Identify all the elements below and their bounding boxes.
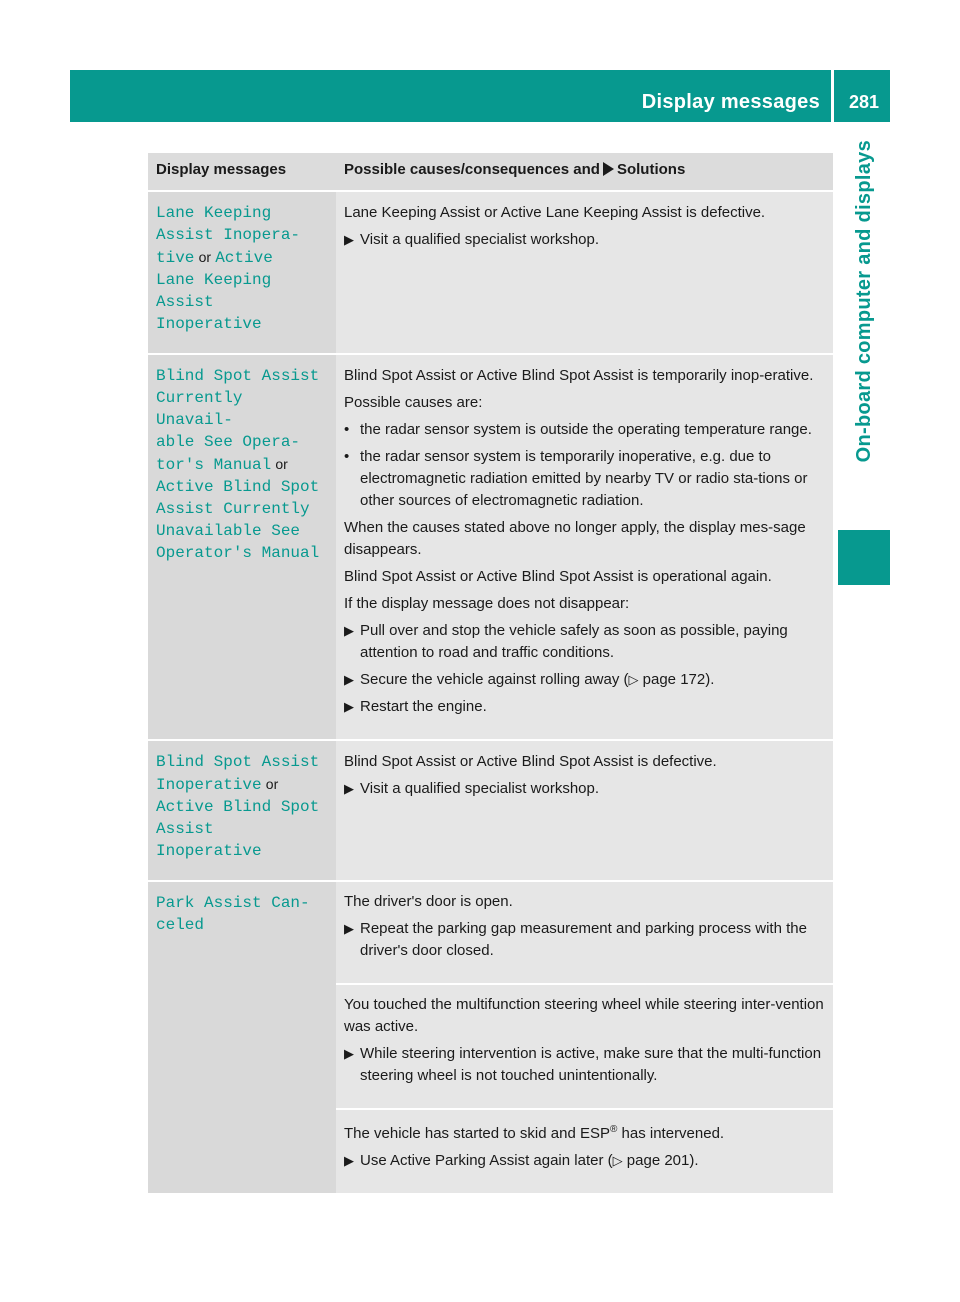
action-item: [344, 229, 825, 251]
cause-text: [344, 1119, 825, 1145]
arrow-right-icon: ▶: [344, 1046, 354, 1061]
message-text: able See Opera‐: [156, 433, 301, 451]
bullet-icon: •: [344, 421, 350, 438]
message-text: tor's Manual: [156, 456, 272, 474]
cause-text: The driver's door is open.: [344, 893, 513, 910]
bullet-item: [344, 446, 825, 512]
message-text: Currently Unavail‐: [156, 389, 243, 429]
action-text: While steering intervention is active, make sure that the multi‐function steering wheel is not touched unintentionally.: [360, 1045, 822, 1084]
page-reference-link[interactable]: page 201).: [626, 1152, 699, 1169]
action-item: [344, 669, 825, 691]
bullet-item: [344, 419, 825, 441]
solution-cell: [336, 191, 833, 354]
action-text: Pull over and stop the vehicle safely as soon as possible, paying attention to road and traffic conditions.: [360, 622, 788, 661]
or-text: or: [275, 456, 288, 472]
message-text: Active: [215, 249, 273, 267]
solution-cell: [336, 881, 833, 984]
bullet-text: the radar sensor system is temporarily inoperative, e.g. due to electromagnetic radiation emitted by nearby TV or radio sta‐tions or other sources of electromagnetic radiation.: [360, 448, 808, 509]
arrow-right-icon: ▶: [344, 623, 354, 638]
message-text: Active Blind Spot: [156, 798, 320, 816]
cause-text: Lane Keeping Assist or Active Lane Keeping Assist is defective.: [344, 204, 766, 221]
message-cell: [148, 740, 336, 881]
page-number: 281: [848, 92, 880, 112]
arrow-right-icon: ▶: [344, 699, 354, 714]
page-reference-icon: ▷: [612, 1153, 623, 1168]
message-text: Operator's Manual: [156, 544, 320, 562]
message-text: tive: [156, 249, 195, 267]
column-header-solutions-pre: Possible causes/consequences and: [344, 161, 600, 178]
table-row: [148, 191, 833, 354]
page-reference-icon: ▷: [628, 672, 639, 687]
message-text: Unavailable See: [156, 522, 301, 540]
cause-text: You touched the multifunction steering wheel while steering inter‐vention was active.: [344, 996, 824, 1035]
section-marker-block: [838, 530, 890, 585]
message-text: Park Assist Can‐: [156, 894, 310, 912]
page-reference-link[interactable]: page 172).: [642, 671, 715, 688]
message-text: Active Blind Spot: [156, 478, 320, 496]
action-text: Restart the engine.: [360, 698, 487, 715]
solution-cell: [336, 984, 833, 1109]
cause-text-post: has intervened.: [617, 1125, 725, 1142]
or-text: or: [198, 249, 212, 265]
message-text: Assist Currently: [156, 500, 310, 518]
arrow-right-icon: ▶: [344, 232, 354, 247]
message-text: celed: [156, 916, 205, 934]
cause-text: Possible causes are:: [344, 394, 483, 411]
column-header-solutions-post: Solutions: [616, 161, 686, 178]
table-row: [148, 881, 833, 984]
action-item: [344, 918, 825, 962]
message-text: Assist Inoperative: [156, 293, 262, 333]
arrow-right-icon: ▶: [344, 781, 354, 796]
cause-text: Blind Spot Assist or Active Blind Spot Assist is operational again.: [344, 568, 772, 585]
header-divider: [831, 70, 834, 122]
arrow-right-icon: ▶: [344, 921, 354, 936]
message-text: Blind Spot Assist: [156, 753, 320, 771]
table-row: [148, 354, 833, 740]
message-text: Lane Keeping: [156, 204, 272, 222]
registered-mark: ®: [609, 1124, 618, 1135]
action-item: [344, 620, 825, 664]
page-title: Display messages: [641, 91, 820, 113]
cause-text: If the display message does not disappear:: [344, 595, 630, 612]
message-cell: [148, 191, 336, 354]
arrow-right-icon: ▶: [344, 672, 354, 687]
table-header-row: [148, 153, 833, 191]
cause-text: Blind Spot Assist or Active Blind Spot Assist is temporarily inop‐erative.: [344, 367, 814, 384]
message-text: Assist Inoperative: [156, 820, 262, 860]
action-item: [344, 778, 825, 800]
action-text: Repeat the parking gap measurement and parking process with the driver's door closed.: [360, 920, 807, 959]
bullet-icon: •: [344, 448, 350, 465]
action-item: [344, 1043, 825, 1087]
table-row: [148, 740, 833, 881]
action-text: Visit a qualified specialist workshop.: [360, 231, 600, 248]
column-header-solutions: [336, 153, 833, 191]
message-text: Lane Keeping: [156, 271, 272, 289]
message-cell: [148, 881, 336, 1194]
section-side-label-text: On-board computer and displays: [852, 140, 875, 463]
arrow-right-icon: [603, 162, 614, 176]
message-text: Inoperative: [156, 776, 262, 794]
bullet-text: the radar sensor system is outside the operating temperature range.: [360, 421, 812, 438]
message-text: Blind Spot Assist: [156, 367, 320, 385]
arrow-right-icon: ▶: [344, 1153, 354, 1168]
action-text: Use Active Parking Assist again later (: [360, 1152, 613, 1169]
action-text: Secure the vehicle against rolling away (: [360, 671, 629, 688]
display-messages-table: [148, 153, 833, 1195]
cause-text: When the causes stated above no longer apply, the display mes‐sage disappears.: [344, 519, 806, 558]
cause-text: Blind Spot Assist or Active Blind Spot Assist is defective.: [344, 753, 717, 770]
cause-text-pre: The vehicle has started to skid and ESP: [344, 1125, 610, 1142]
solution-cell: [336, 1109, 833, 1194]
message-cell: [148, 354, 336, 740]
solution-cell: [336, 354, 833, 740]
message-text: Assist Inopera‐: [156, 226, 301, 244]
action-item: [344, 696, 825, 718]
column-header-messages: Display messages: [148, 153, 336, 191]
section-side-label: [838, 140, 890, 570]
solution-cell: [336, 740, 833, 881]
action-text: Visit a qualified specialist workshop.: [360, 780, 600, 797]
or-text: or: [265, 776, 279, 792]
action-item: [344, 1150, 825, 1172]
